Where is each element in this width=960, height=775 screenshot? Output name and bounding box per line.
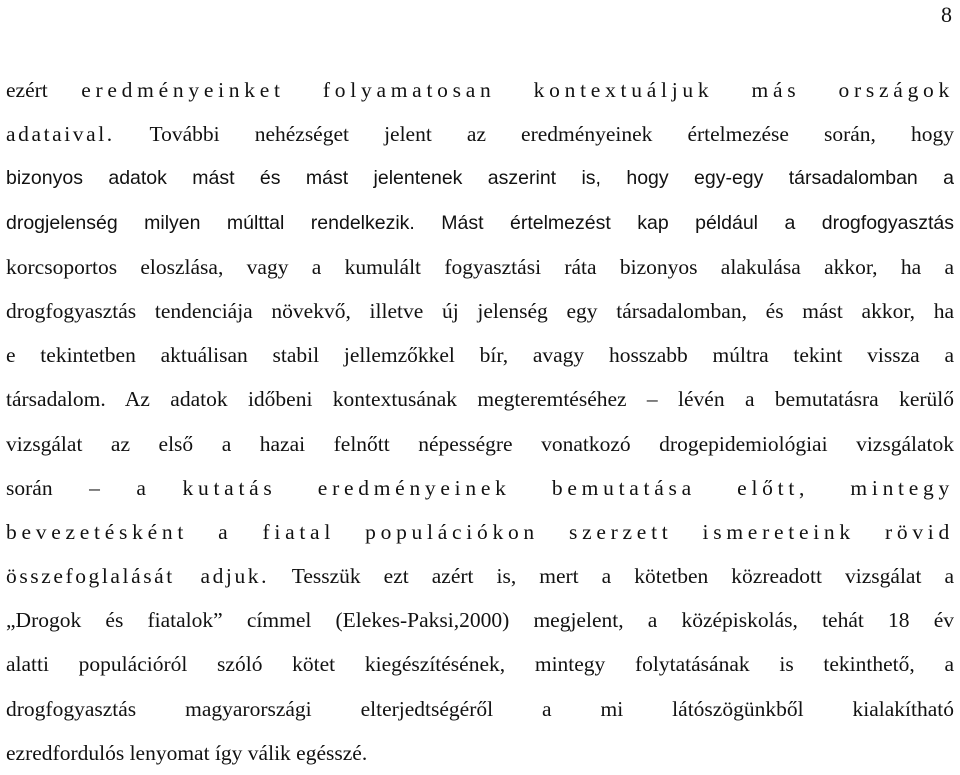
text-line [6, 731, 954, 775]
text-segment: drogfogyasztás tendenciája növekvő, illetve új jelenség egy társadalomban, és mást akkor, ha [6, 298, 954, 323]
page-number: 8 [941, 2, 952, 27]
text-segment: e tekintetben aktuálisan stabil jellemzőkkel bír, avagy hosszabb múltra tekint vissza a [6, 343, 954, 368]
text-segment-spaced: eredményeinket folyamatosan kontextuáljuk más országok [81, 78, 955, 102]
text-line [6, 466, 954, 510]
text-segment: drogjelenség milyen múlttal rendelkezik. Mást értelmezést kap például a drogfogyasztás [6, 211, 954, 234]
text-segment-spaced: összefoglalását adjuk. [6, 564, 270, 589]
text-line [6, 510, 954, 554]
text-line [6, 333, 954, 377]
text-segment: vizsgálat az első a hazai felnőtt népességre vonatkozó drogepidemiológiai vizsgálatok [6, 431, 954, 456]
text-line [6, 598, 954, 642]
text-line [6, 289, 954, 333]
text-line [6, 68, 954, 112]
text-segment: korcsoportos eloszlása, vagy a kumulált fogyasztási ráta bizonyos alakulása akkor, ha a [6, 254, 954, 279]
text-line [6, 201, 954, 245]
text-segment: társadalom. Az adatok időbeni kontextusának megteremtéséhez – lévén a bemutatásra kerülő [6, 387, 954, 412]
text-segment: során – a [6, 475, 183, 500]
text-line [6, 554, 954, 598]
text-segment-spaced: adataival. [6, 122, 115, 147]
text-segment-spaced: kutatás eredményeinek bemutatása előtt, mintegy [182, 475, 954, 500]
text-segment: alatti populációról szóló kötet kiegészítésének, mintegy folytatásának is tekinthető, a [6, 652, 954, 677]
text-segment-spaced: bevezetésként a fiatal populációkon szerzett ismereteink rövid [6, 519, 954, 544]
text-segment: Tesszük ezt azért is, mert a kötetben közreadott vizsgálat a [269, 564, 954, 589]
text-segment: bizonyos adatok mást és mást jelentenek aszerint is, hogy egy-egy társadalomban a [6, 167, 954, 190]
text-segment: „Drogok és fiatalok” címmel (Elekes-Paksi,2000) megjelent, a középiskolás, tehát 18 év [6, 608, 954, 633]
text-line [6, 156, 954, 200]
text-line [6, 112, 954, 156]
text-segment: drogfogyasztás magyarországi elterjedtségéről a mi látószögünkből kialakítható [6, 696, 954, 721]
text-line [6, 245, 954, 289]
text-segment: További nehézséget jelent az eredményeinek értelmezése során, hogy [114, 122, 954, 147]
text-line [6, 422, 954, 466]
text-line [6, 377, 954, 421]
body-paragraph [6, 68, 954, 775]
text-segment: ezért [6, 78, 82, 102]
text-line [6, 642, 954, 686]
text-line [6, 687, 954, 731]
text-segment: ezredfordulós lenyomat így válik egésszé. [6, 740, 368, 765]
